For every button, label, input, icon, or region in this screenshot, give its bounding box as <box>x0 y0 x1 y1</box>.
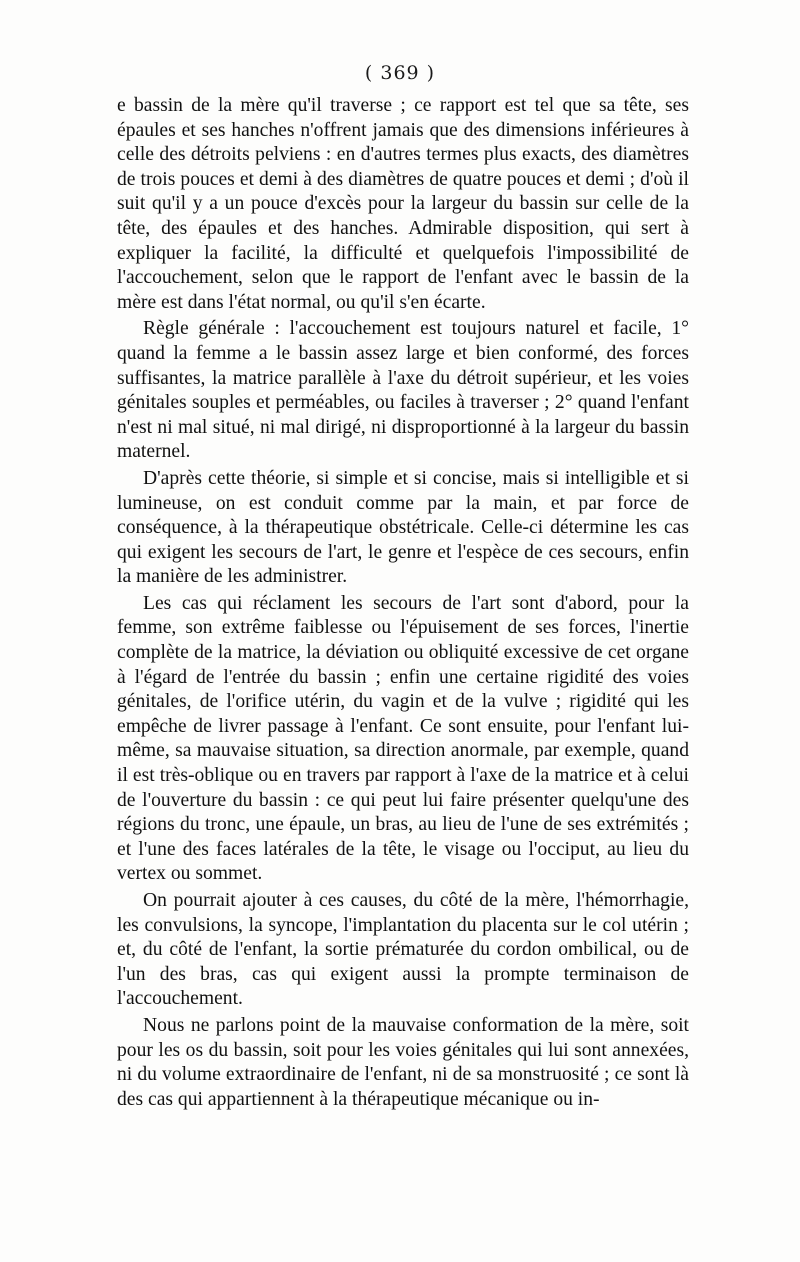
paragraph-5: On pourrait ajouter à ces causes, du côté de la mère, l'hémorrhagie, les convulsions, la syncope, l'implantation du placenta sur le col utérin ; et, du côté de l'enfant, la sortie prématurée du cordon ombilical, ou de l'un des bras, cas qui exigent aussi la prompte terminaison de l'accouchement. <box>117 890 689 1010</box>
body-text <box>117 94 689 1112</box>
paragraph-4: Les cas qui réclament les secours de l'art sont d'abord, pour la femme, son extrême faiblesse ou l'épuisement de ses forces, l'inertie complète de la matrice, la déviation ou obliquité excessive de cet organe à l'égard de l'entrée du bassin ; enfin une certaine rigidité des voies génitales, de l'orifice utérin, du vagin et de la vulve ; rigidité qui les empêche de livrer passage à l'enfant. Ce sont ensuite, pour l'enfant lui-même, sa mauvaise situation, sa direction anormale, par exemple, quand il est très-oblique ou en travers par rapport à l'axe de la matrice et à celui de l'ouverture du bassin : ce qui peut lui faire présenter quelqu'une des régions du tronc, une épaule, un bras, au lieu de l'une de ses extrémités ; et l'une des faces latérales de la tête, le visage ou l'occiput, au lieu du vertex ou sommet. <box>117 592 689 885</box>
paragraph-3: D'après cette théorie, si simple et si concise, mais si intelligible et si lumineuse, on est conduit comme par la main, et par force de conséquence, à la thérapeutique obstétricale. Celle-ci détermine les cas qui exigent les secours de l'art, le genre et l'espèce de ces secours, enfin la manière de les administrer. <box>117 467 689 588</box>
paragraph-1: e bassin de la mère qu'il traverse ; ce rapport est tel que sa tête, ses épaules et ses hanches n'offrent jamais que des dimensions inférieures à celle des détroits pelviens : en d'autres termes plus exacts, des diamètres de trois pouces et demi à des diamètres de quatre pouces et demi ; d'où il suit qu'il y a un pouce d'excès pour la largeur du bassin sur celle de la tête, des épaules et des hanches. Admirable disposition, qui sert à expliquer la facilité, la difficulté et quelquefois l'impossibilité de l'accouchement, selon que le rapport de l'enfant avec le bassin de la mère est dans l'état normal, ou qu'il s'en écarte. <box>117 95 689 313</box>
page-number: ( 369 ) <box>364 62 436 84</box>
paragraph-6: Nous ne parlons point de la mauvaise conformation de la mère, soit pour les os du bassin, soit pour les voies génitales qui lui sont annexées, ni du volume extraordinaire de l'enfant, ni de sa monstruosité ; ce sont là des cas qui appartiennent à la thérapeutique mécanique ou in- <box>117 1014 689 1110</box>
paragraph-2: Règle générale : l'accouchement est toujours naturel et facile, 1° quand la femme a le bassin assez large et bien conformé, des forces suffisantes, la matrice parallèle à l'axe du détroit supérieur, et les voies génitales souples et perméables, ou faciles à traverser ; 2° quand l'enfant n'est ni mal situé, ni mal dirigé, ni disproportionné à la largeur du bassin maternel. <box>117 318 689 463</box>
